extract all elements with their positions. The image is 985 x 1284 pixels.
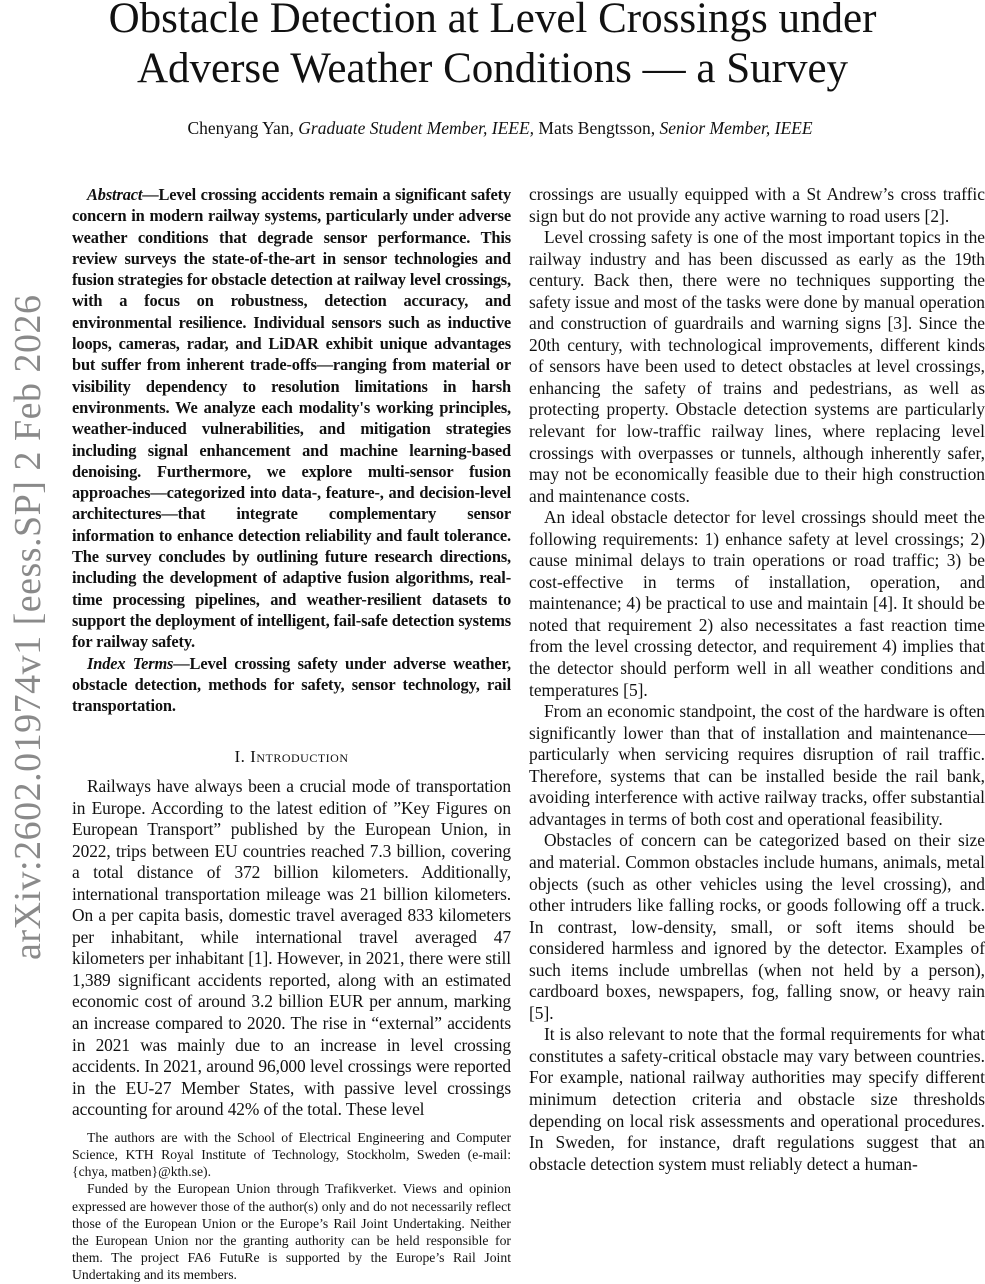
body-paragraph: It is also relevant to note that the formal requirements for what constitutes a safety-critical obstacle may vary between countries. For example, national railway authorities may specify different minimum detection criteria and obstacle size thresholds depending on local risk assessments and operational procedures. In Sweden, for instance, draft regulations suggest that an obstacle detection system must reliably detect a human-: [529, 1024, 985, 1174]
arxiv-stamp: arXiv:2602.01974v1 [eess.SP] 2 Feb 2026: [7, 294, 49, 960]
section-number: I.: [234, 747, 246, 767]
section-title: Introduction: [250, 747, 349, 767]
abstract-text: —Level crossing accidents remain a significant safety concern in modern railway systems, particularly under adverse weather conditions that degrade sensor performance. This review surveys the state-of-the-art in sensor technologies and fusion strategies for obstacle detection at railway level crossings, with a focus on robustness, detection accuracy, and environmental resilience. Individual sensors such as inductive loops, cameras, radar, and LiDAR exhibit unique advantages but suffer from inherent trade-offs—ranging from material or visibility dependency to resolution limitations in harsh environments. We analyze each modality's working principles, weather-induced vulnerabilities, and mitigation strategies including signal enhancement and machine learning-based denoising. Furthermore, we explore multi-sensor fusion approaches—categorized into data-, feature-, and decision-level architectures—that integrate complementary sensor information to enhance detection reliability and fault tolerance. The survey concludes by outlining future research directions, including the development of adaptive fusion algorithms, real-time processing pipelines, and weather-resilient datasets to support the deployment of intelligent, fail-safe detection systems for railway safety.: [72, 185, 511, 652]
author-1: Chenyang Yan,: [187, 118, 294, 138]
index-terms-text: —Level crossing safety under adverse weather, obstacle detection, methods for safety, sensor technology, rail transportation.: [72, 653, 511, 716]
abstract-label: Abstract: [87, 185, 143, 204]
body-paragraph: Level crossing safety is one of the most important topics in the railway industry and has been discussed as early as the 19th century. Back then, there were no techniques supporting the safety issue and most of the tasks were done by manual operation and construction of guardrails and warning signs [3]. Since the 20th century, with technological improvements, different kinds of sensors have been used to detect obstacles at level crossings, enhancing the safety of trains and pedestrians, as well as protecting property. Obstacle detection systems are particularly relevant for low-traffic railway lines, where replacing level crossings with overpasses or tunnels, although inherently safer, may not be economically feasible due to their high construction and maintenance costs.: [529, 227, 985, 506]
body-paragraph: From an economic standpoint, the cost of the hardware is often significantly lower than that of installation and maintenance—particularly when servicing requires disruption of rail traffic. Therefore, systems that can be installed beside the rail bank, avoiding interference with active railway tracks, offer substantial advantages in terms of both cost and operational feasibility.: [529, 701, 985, 829]
paper-title: [40, 0, 945, 94]
body-paragraph: crossings are usually equipped with a St Andrew’s cross traffic sign but do not provide any active warning to road users [2].: [529, 184, 985, 226]
right-column: [529, 184, 985, 1175]
author-2: Mats Bengtsson,: [538, 118, 656, 138]
title-line-2: Adverse Weather Conditions — a Survey: [136, 45, 849, 92]
index-terms: [72, 653, 511, 717]
section-heading: [72, 746, 511, 768]
author-2-role: Senior Member, IEEE: [659, 118, 813, 138]
footnote-funding: Funded by the European Union through Trafikverket. Views and opinion expressed are however those of the author(s) only and do not necessarily reflect those of the European Union or the Europe’s Rail Joint Undertaking. Neither the European Union nor the granting authority can be held responsible for them. The project FA6 FutuRe is supported by the Europe’s Rail Joint Undertaking and its members.: [72, 1181, 511, 1283]
footnote-affiliation: The authors are with the School of Electrical Engineering and Computer Science, KTH Royal Institute of Technology, Stockholm, Sweden (e-mail: {chya, matben}@kth.se).: [72, 1129, 511, 1180]
author-line: [60, 118, 940, 139]
body-paragraph: Obstacles of concern can be categorized based on their size and material. Common obstacles include humans, animals, metal objects (such as other vehicles using the level crossing), and other intruders like falling rocks, or goods following off a truck. In contrast, low-density, small, or soft items should be considered harmless and ignored by the detector. Examples of such items include umbrellas (when not held by a person), cardboard boxes, newspapers, fog, falling snow, or heavy rain [5].: [529, 830, 985, 1023]
author-1-role: Graduate Student Member, IEEE,: [298, 118, 535, 138]
body-paragraph: An ideal obstacle detector for level crossings should meet the following requirements: 1) enhance safety at level crossings; 2) cause minimal delays to train operations or road traffic; 3) be cost-effective in terms of installation, operation, and maintenance; 4) be practical to use and maintain [4]. It should be noted that requirement 2) also necessitates a fast reaction time from the level crossing detector, and requirement 4) implies that the detector should perform well in all weather conditions and temperatures [5].: [529, 507, 985, 700]
index-terms-label: Index Terms: [87, 653, 174, 673]
left-column: [72, 184, 511, 1283]
abstract: [72, 184, 511, 653]
footnotes: [72, 1121, 511, 1284]
body-paragraph: Railways have always been a crucial mode of transportation in Europe. According to the latest edition of ”Key Figures on European Transport” published by the European Union, in 2022, trips between EU countries reached 7.3 billion, covering a total distance of 372 billion kilometers. Additionally, international transportation mileage was 21 billion kilometers. On a per capita basis, domestic travel averaged 833 kilometers per inhabitant, while international travel averaged 47 kilometers per inhabitant [1]. However, in 2021, there were still 1,389 significant accidents reported, along with an estimated economic cost of around 3.2 billion EUR per annum, marking an increase compared to 2020. The rise in “external” accidents in 2021 was mainly due to an increase in level crossing accidents. In 2021, around 96,000 level crossings were reported in the EU-27 Member States, with passive level crossings accounting for around 42% of the total. These level: [72, 775, 511, 1120]
title-line-1: Obstacle Detection at Level Crossings under: [108, 0, 877, 42]
